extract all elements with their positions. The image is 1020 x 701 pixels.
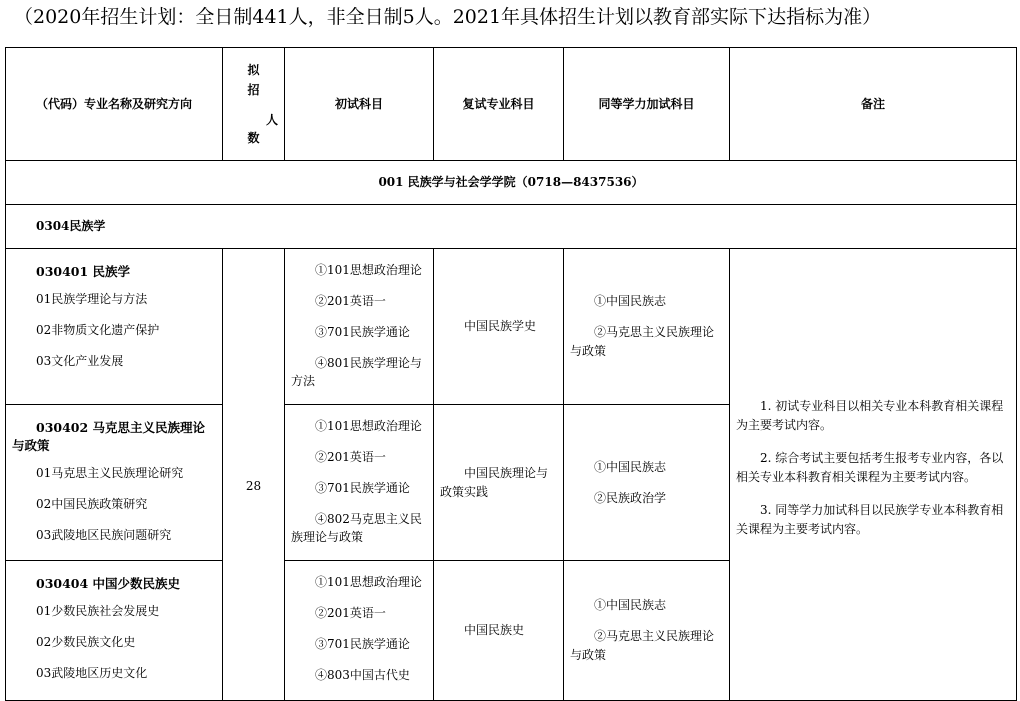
retest-subject: 中国民族学史 <box>464 319 537 333</box>
table-row <box>6 249 1017 405</box>
header-retest-subject: 复试专业科目 <box>434 48 564 161</box>
equivalent-subjects-cell <box>564 561 730 701</box>
equivalent-subject: ①中国民族志 <box>594 598 667 612</box>
initial-subject: ②201英语一 <box>315 606 386 620</box>
major-cell <box>6 405 223 561</box>
initial-subject: ④802马克思主义民族理论与政策 <box>291 512 422 544</box>
initial-subject: ①101思想政治理论 <box>315 575 422 589</box>
table-header-row <box>6 48 1017 161</box>
retest-subject-cell <box>434 561 564 701</box>
initial-subject: ③701民族学通论 <box>315 637 410 651</box>
remark-item: 1. 初试专业科目以相关专业本科教育相关课程为主要考试内容。 <box>736 398 1004 432</box>
retest-subject: 中国民族理论与政策实践 <box>440 465 549 499</box>
direction-item: 02非物质文化遗产保护 <box>36 323 160 337</box>
header-remarks: 备注 <box>730 48 1017 161</box>
retest-subject-cell <box>434 405 564 561</box>
initial-subject: ①101思想政治理论 <box>315 263 422 277</box>
initial-subjects-cell <box>285 561 434 701</box>
direction-item: 03武陵地区民族问题研究 <box>36 528 172 542</box>
direction-item: 01少数民族社会发展史 <box>36 604 160 618</box>
retest-subject-cell <box>434 249 564 405</box>
header-equivalent-subjects: 同等学力加试科目 <box>564 48 730 161</box>
major-cell <box>6 249 223 405</box>
major-cell <box>6 561 223 701</box>
retest-subject: 中国民族史 <box>464 623 525 637</box>
header-planned-count-char: 拟 <box>247 63 260 77</box>
planned-count-value: 28 <box>245 479 262 493</box>
direction-item: 02少数民族文化史 <box>36 635 136 649</box>
remark-item: 2. 综合考试主要包括考生报考专业内容，各以相关专业本科教育相关课程为主要考试内容。 <box>736 450 1004 484</box>
header-planned-count-char: 招 <box>247 83 260 97</box>
header-planned-count <box>223 48 285 161</box>
initial-subject: ③701民族学通论 <box>315 325 410 339</box>
remarks-cell <box>730 249 1017 701</box>
initial-subject: ③701民族学通论 <box>315 481 410 495</box>
planned-count <box>223 249 285 701</box>
initial-subject: ①101思想政治理论 <box>315 419 422 433</box>
admission-plan-table <box>5 47 1017 701</box>
equivalent-subject: ①中国民族志 <box>594 294 667 308</box>
equivalent-subject: ②马克思主义民族理论与政策 <box>570 325 715 358</box>
direction-item: 01民族学理论与方法 <box>36 292 148 306</box>
equivalent-subjects-cell <box>564 405 730 561</box>
initial-subject: ②201英语一 <box>315 450 386 464</box>
equivalent-subject: ②马克思主义民族理论与政策 <box>570 629 715 662</box>
header-planned-count-char: 人 <box>265 113 278 127</box>
initial-subjects-cell <box>285 405 434 561</box>
initial-subject: ②201英语一 <box>315 294 386 308</box>
direction-item: 03文化产业发展 <box>36 354 124 368</box>
direction-item: 01马克思主义民族理论研究 <box>36 466 184 480</box>
plan-caption: （2020年招生计划：全日制441人，非全日制5人。2021年具体招生计划以教育部实际下达指标为准） <box>14 6 882 28</box>
major-title: 030401 民族学 <box>36 264 131 279</box>
category-row <box>6 205 1017 249</box>
major-title: 030404 中国少数民族史 <box>36 576 181 591</box>
equivalent-subject: ①中国民族志 <box>594 459 667 474</box>
header-major: （代码）专业名称及研究方向 <box>6 48 223 161</box>
remark-item: 3. 同等学力加试科目以民族学专业本科教育相关课程为主要考试内容。 <box>736 502 1004 536</box>
equivalent-subjects-cell <box>564 249 730 405</box>
college-row <box>6 161 1017 205</box>
direction-item: 03武陵地区历史文化 <box>36 666 148 680</box>
equivalent-subject: ②民族政治学 <box>594 490 667 505</box>
category-name: 0304民族学 <box>6 205 1017 249</box>
header-planned-count-char: 数 <box>247 131 260 145</box>
major-title: 030402 马克思主义民族理论与政策 <box>12 420 206 453</box>
initial-subject: ④803中国古代史 <box>315 668 410 682</box>
initial-subjects-cell <box>285 249 434 405</box>
initial-subject: ④801民族学理论与方法 <box>291 356 422 388</box>
header-initial-subjects: 初试科目 <box>285 48 434 161</box>
direction-item: 02中国民族政策研究 <box>36 497 148 511</box>
college-name: 001 民族学与社会学学院（0718—8437536） <box>6 161 1017 205</box>
